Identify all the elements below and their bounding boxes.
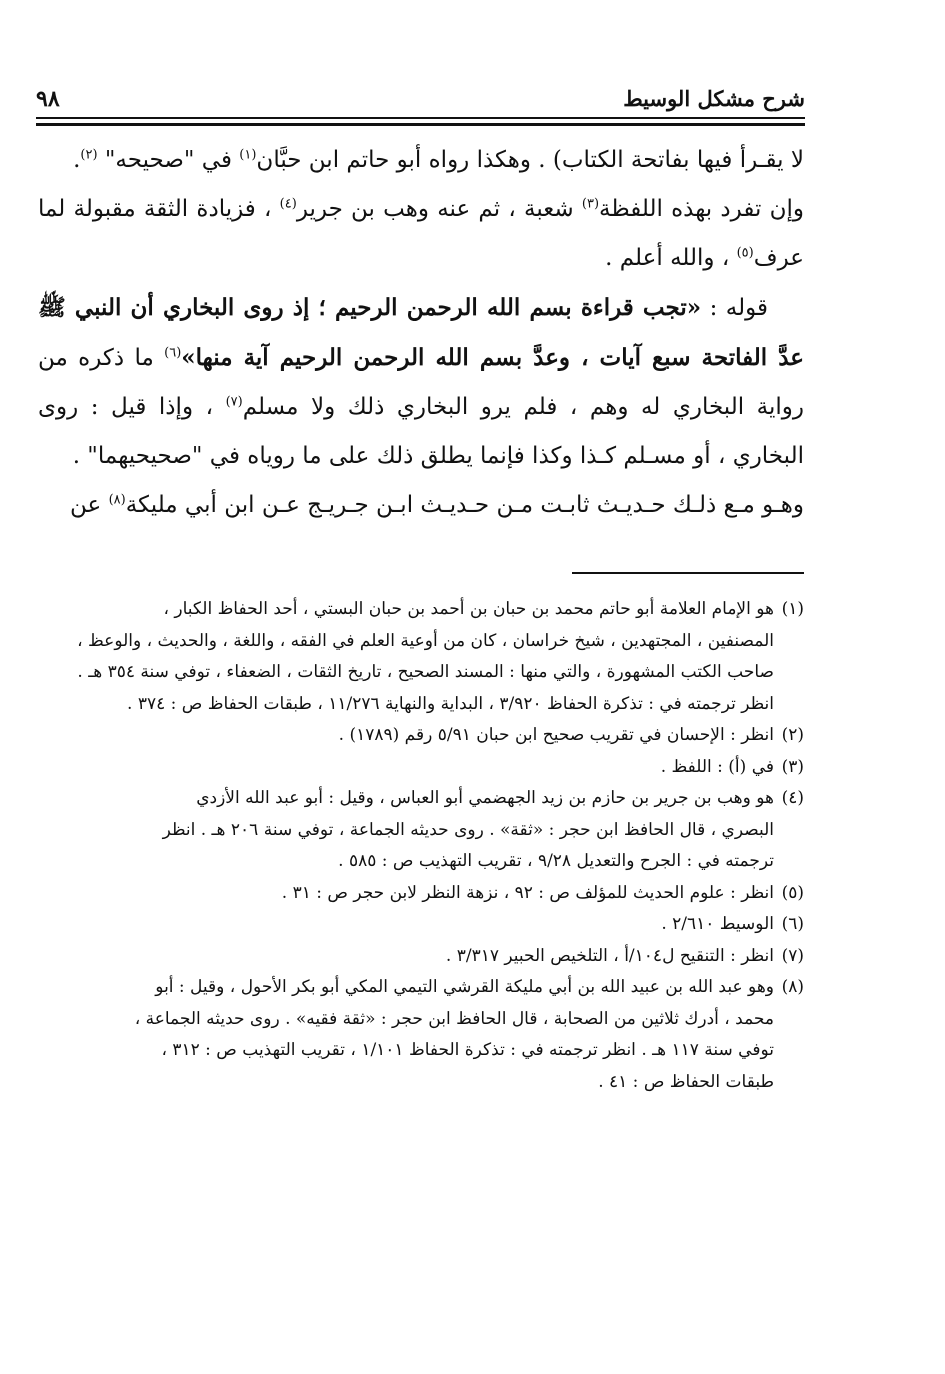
footnote-2 bbox=[38, 720, 804, 752]
p2-text-b: شعبة ، ثم عنه وهب بن جرير bbox=[296, 196, 574, 222]
footnote-line: انظر : التنقيح ل١٠٤/أ ، التلخيص الحبير ٣/٣١٧ . bbox=[445, 945, 774, 966]
p2-text-d: ، والله أعلم . bbox=[605, 245, 730, 271]
footnote-number: (٦) bbox=[781, 914, 804, 934]
footnote-number: (٧) bbox=[781, 945, 804, 966]
p1-text-a: لا يقـرأ فيها بفاتحة الكتاب) . وهكذا رواه أبو حاتم ابن حبَّان bbox=[256, 147, 804, 173]
footnote-line: انظر ترجمته في : تذكرة الحفاظ ٣/٩٢٠ ، البداية والنهاية ١١/٢٧٦ ، طبقات الحفاظ ص : ٣٧٤ . bbox=[127, 693, 774, 714]
footnote-ref-3[interactable]: (٣) bbox=[581, 196, 600, 212]
header-rule-thin bbox=[36, 117, 805, 119]
p2-text-c: ، فزيادة الثقة مقبولة لما عرف bbox=[38, 196, 804, 271]
footnote-7 bbox=[38, 941, 804, 973]
paragraph-3 bbox=[38, 283, 804, 481]
footnote-ref-6[interactable]: (٦) bbox=[164, 345, 182, 361]
footnote-line: توفي سنة ١١٧ هـ . انظر ترجمته في : تذكرة الحفاظ ١/١٠١ ، تقريب التهذيب ص : ٣١٢ ، bbox=[161, 1040, 774, 1060]
footnote-number: (١) bbox=[781, 599, 804, 619]
footnotes bbox=[38, 594, 804, 1098]
footnote-number: (٣) bbox=[781, 756, 804, 777]
p3-quote: «تجب قراءة بسم الله الرحمن الرحيم ؛ إذ روى البخاري أن النبي ﷺ عدَّ الفاتحة سبع آيات ، وعدَّ بسم الله الرحمن الرحيم آية منها» bbox=[38, 294, 804, 371]
footnote-line: البصري ، قال الحافظ ابن حجر : «ثقة» . روى حديثه الجماعة ، توفي سنة ٢٠٦ هـ . انظر bbox=[162, 819, 774, 840]
footnote-5 bbox=[38, 878, 804, 910]
p3-intro: قوله : bbox=[709, 295, 768, 321]
footnote-line: المصنفين ، المجتهدين ، شيخ خراسان ، كان من أوعية العلم في الفقه ، واللغة ، والحديث ، والوعظ ، bbox=[77, 630, 774, 651]
footnote-line: هو الإمام العلامة أبو حاتم محمد بن حبان بن أحمد بن حبان البستي ، أحد الحفاظ الكبار ، bbox=[163, 599, 774, 619]
footnote-ref-4[interactable]: (٤) bbox=[279, 196, 297, 212]
footnote-line: انظر : الإحسان في تقريب صحيح ابن حبان ٥/٩١ رقم (١٧٨٩) . bbox=[338, 725, 774, 745]
p1-text-b: في "صحيحه" bbox=[104, 147, 232, 173]
footnote-number: (٥) bbox=[781, 882, 804, 903]
footnote-1 bbox=[38, 594, 804, 720]
footnote-ref-8[interactable]: (٨) bbox=[108, 492, 126, 508]
footnote-line: صاحب الكتب المشهورة ، والتي منها : المسند الصحيح ، تاريخ الثقات ، الضعفاء ، توفي سنة ٣٥٤ هـ . bbox=[77, 662, 774, 682]
footnote-8 bbox=[38, 972, 804, 1098]
paragraph-2 bbox=[38, 185, 804, 283]
footnote-line: طبقات الحفاظ ص : ٤١ . bbox=[598, 1071, 774, 1092]
footnote-4 bbox=[38, 783, 804, 878]
paragraph-4 bbox=[38, 481, 804, 530]
footnote-number: (٢) bbox=[781, 725, 804, 745]
p3-text-b: ، وإذا قيل : روى البخاري ، أو مسـلم كـذا وكذا فإنما يطلق ذلك على ما روياه في "صحيحيهما" . bbox=[38, 394, 804, 469]
footnote-line: الوسيط ٢/٦١٠ . bbox=[661, 914, 774, 934]
footnote-separator bbox=[572, 572, 804, 574]
footnote-line: ترجمته في : الجرح والتعديل ٩/٢٨ ، تقريب التهذيب ص : ٥٨٥ . bbox=[338, 851, 774, 871]
footnote-line: وهو عبد الله بن عبيد الله بن أبي مليكة القرشي التيمي المكي أبو بكر الأحول ، وقيل : أبو bbox=[155, 977, 774, 997]
p3-text-a: ما ذكره من رواية البخاري له وهم ، فلم يرو البخاري ذلك ولا مسلم bbox=[38, 345, 805, 420]
p2-text-a: وإن تفرد بهذه اللفظة bbox=[599, 196, 805, 222]
footnote-ref-7[interactable]: (٧) bbox=[225, 394, 243, 410]
running-title: شرح مشكل الوسيط bbox=[623, 86, 805, 111]
footnote-line: هو وهب بن جرير بن حازم بن زيد الجهضمي أبو العباس ، وقيل : أبو عبد الله الأزدي bbox=[196, 788, 774, 808]
footnote-line: انظر : علوم الحديث للمؤلف ص : ٩٢ ، نزهة النظر لابن حجر ص : ٣١ . bbox=[281, 882, 774, 903]
p4-text: وهـو مـع ذلـك حـديـث ثابـت مـن حـديـث ابـن جـريـج عـن ابن أبي مليكة bbox=[125, 492, 804, 518]
p4-end: عن bbox=[70, 492, 102, 518]
footnote-ref-2[interactable]: (٢) bbox=[80, 147, 98, 163]
footnote-ref-5[interactable]: (٥) bbox=[736, 245, 754, 261]
main-text bbox=[38, 136, 804, 530]
footnote-number: (٨) bbox=[781, 977, 804, 997]
footnote-ref-1[interactable]: (١) bbox=[239, 147, 257, 163]
footnote-3 bbox=[38, 752, 804, 784]
running-header bbox=[36, 86, 805, 116]
footnote-number: (٤) bbox=[781, 788, 804, 808]
footnote-line: محمد ، أدرك ثلاثين من الصحابة ، قال الحافظ ابن حجر : «ثقة فقيه» . روى حديثه الجماعة ، bbox=[134, 1008, 774, 1029]
footnote-6 bbox=[38, 909, 804, 941]
header-rule-thick bbox=[36, 123, 805, 126]
paragraph-1 bbox=[38, 136, 804, 185]
page-number: ٩٨ bbox=[36, 86, 60, 112]
p1-text-c: . bbox=[73, 147, 81, 173]
footnote-line: في (أ) : اللفظ . bbox=[660, 756, 774, 777]
